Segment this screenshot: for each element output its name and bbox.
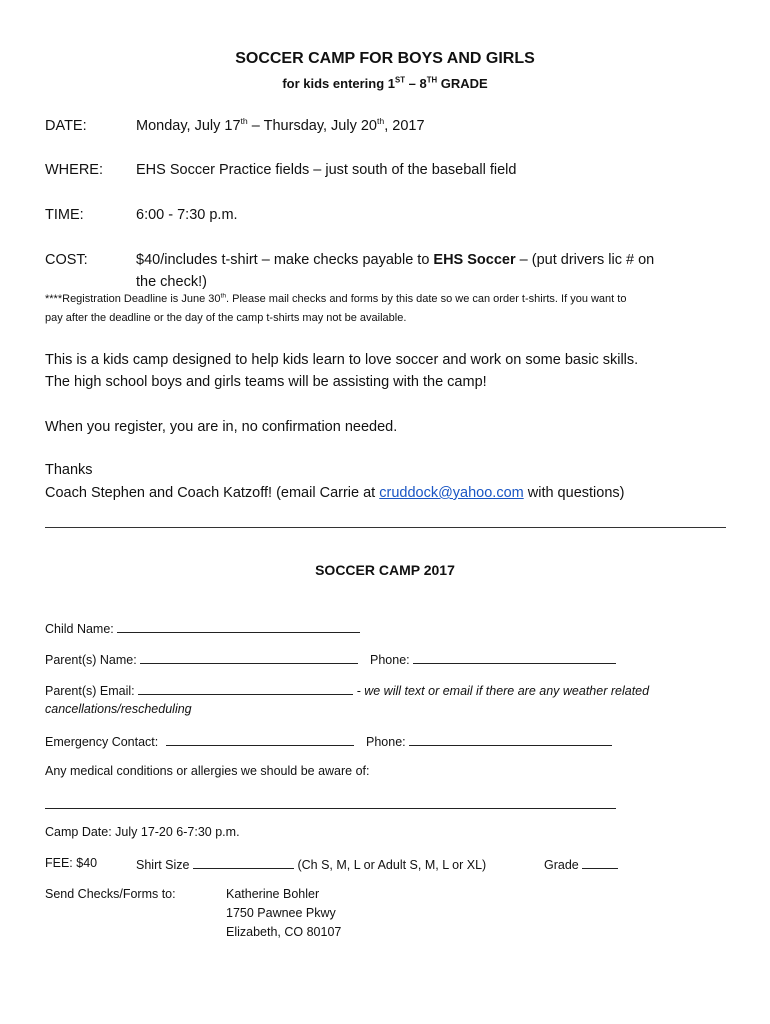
shirt-size-label: Shirt Size	[136, 858, 190, 872]
address-line1: Katherine Bohler	[226, 887, 320, 901]
medical-label: Any medical conditions or allergies we should be aware of:	[45, 764, 370, 778]
email-note: - we will text or email if there are any weather related	[356, 684, 650, 698]
cost-label: COST:	[45, 252, 88, 268]
child-name-field[interactable]	[117, 620, 360, 633]
thanks-text: Thanks	[45, 462, 93, 478]
deadline-note-line2: pay after the deadline or the day of the camp t-shirts may not be available.	[45, 312, 407, 324]
email-link[interactable]: cruddock@yahoo.com	[379, 485, 524, 501]
fee-text: FEE: $40	[45, 856, 98, 870]
coach-signoff: Coach Stephen and Coach Katzoff! (email Carrie at cruddock@yahoo.com with questions)	[45, 485, 625, 501]
emergency-label: Emergency Contact:	[45, 735, 159, 749]
address-line2: 1750 Pawnee Pkwy	[226, 906, 336, 920]
address-line3: Elizabeth, CO 80107	[226, 925, 342, 939]
cost-value-line2: the check!)	[136, 274, 207, 290]
intro-line1: This is a kids camp designed to help kids learn to love soccer and work on some basic skills.	[45, 352, 639, 368]
email-note-line2: cancellations/rescheduling	[45, 702, 192, 716]
child-name-label: Child Name:	[45, 622, 114, 636]
page-subtitle: for kids entering 1ST – 8TH GRADE	[282, 75, 488, 91]
phone1-row	[370, 651, 616, 667]
date-value: Monday, July 17th – Thursday, July 20th, 2017	[136, 116, 425, 134]
parent-email-label: Parent(s) Email:	[45, 684, 135, 698]
deadline-note: ****Registration Deadline is June 30th. Please mail checks and forms by this date so we can order t-shirts. If you want to	[45, 292, 627, 305]
where-value: EHS Soccer Practice fields – just south of the baseball field	[136, 162, 517, 178]
grade-label: Grade	[544, 858, 579, 872]
cost-value: $40/includes t-shirt – make checks payable to EHS Soccer – (put drivers lic # on	[136, 252, 655, 268]
medical-field[interactable]	[45, 808, 616, 809]
intro-line2: The high school boys and girls teams will be assisting with the camp!	[45, 374, 487, 390]
child-name-row	[45, 620, 360, 636]
section-divider	[45, 527, 726, 528]
shirt-size-field[interactable]	[193, 856, 294, 869]
phone2-label: Phone:	[366, 735, 406, 749]
parent-name-label: Parent(s) Name:	[45, 653, 137, 667]
emergency-row	[45, 733, 354, 749]
grade-row	[544, 856, 618, 872]
grade-field[interactable]	[582, 856, 618, 869]
parent-email-row	[45, 682, 649, 698]
time-value: 6:00 - 7:30 p.m.	[136, 207, 238, 223]
parent-email-field[interactable]	[138, 682, 353, 695]
where-label: WHERE:	[45, 162, 103, 178]
parent-name-field[interactable]	[140, 651, 358, 664]
parent-name-row	[45, 651, 358, 667]
send-label: Send Checks/Forms to:	[45, 887, 176, 901]
emergency-field[interactable]	[166, 733, 354, 746]
registration-note: When you register, you are in, no confirmation needed.	[45, 419, 398, 435]
date-label: DATE:	[45, 118, 87, 134]
shirt-size-row	[136, 856, 486, 872]
phone1-label: Phone:	[370, 653, 410, 667]
phone1-field[interactable]	[413, 651, 616, 664]
phone2-field[interactable]	[409, 733, 612, 746]
phone2-row	[366, 733, 612, 749]
time-label: TIME:	[45, 207, 84, 223]
camp-date: Camp Date: July 17-20 6-7:30 p.m.	[45, 825, 240, 839]
page-title: SOCCER CAMP FOR BOYS AND GIRLS	[235, 50, 535, 67]
shirt-options: (Ch S, M, L or Adult S, M, L or XL)	[297, 858, 487, 872]
form-title: SOCCER CAMP 2017	[315, 562, 455, 578]
